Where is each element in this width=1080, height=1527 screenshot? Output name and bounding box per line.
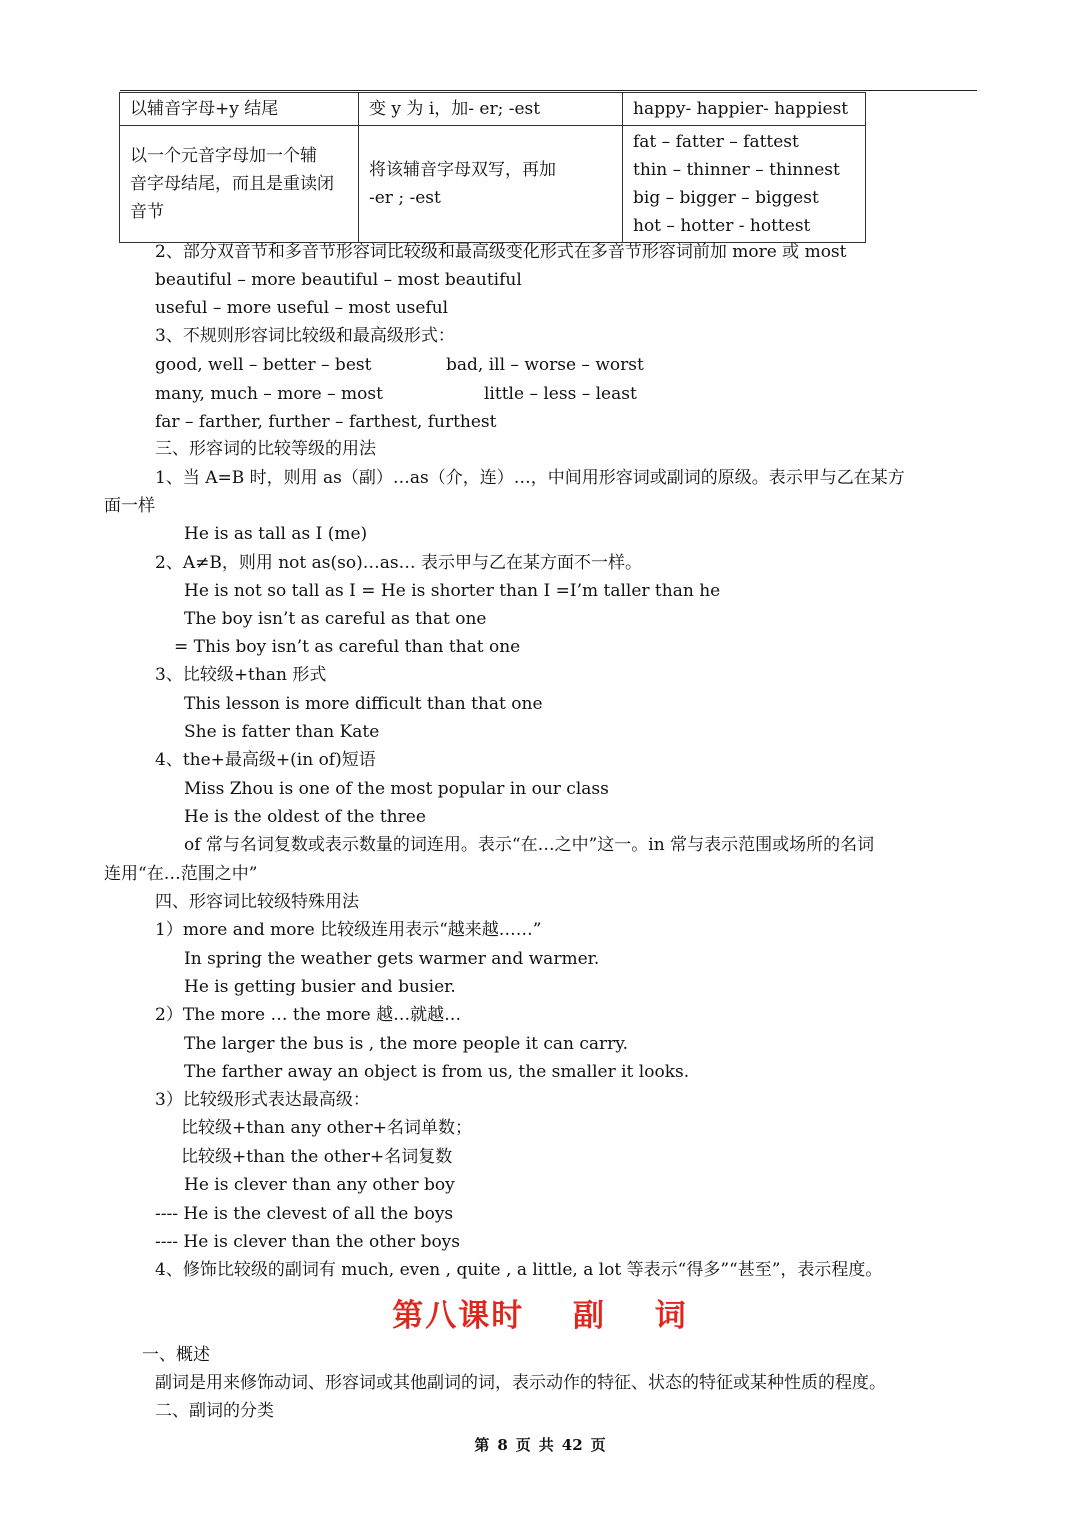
text-line: good, well – better – best — [155, 355, 372, 375]
text-line: little – less – least — [484, 384, 637, 404]
header-rule — [120, 90, 977, 91]
page-footer — [0, 1434, 1080, 1455]
cell-line: 音字母结尾，而且是重读闭 — [130, 174, 334, 194]
table-cell: happy- happier- happiest — [623, 93, 866, 126]
text-line: 4、the+最高级+(in of)短语 — [155, 750, 376, 770]
cell-line: thin – thinner – thinnest — [633, 160, 840, 180]
section-heading: 四、形容词比较级特殊用法 — [155, 892, 359, 912]
cell-line: 将该辅音字母双写，再加 — [369, 160, 556, 180]
footer-text: 共 — [538, 1436, 554, 1454]
example-line: The boy isn’t as careful as that one — [184, 609, 487, 629]
footer-text: 页 — [590, 1436, 606, 1454]
text-line: 3）比较级形式表达最高级： — [155, 1090, 370, 1110]
page-total: 42 — [561, 1436, 583, 1454]
table-cell: 以辅音字母+y 结尾 — [120, 93, 359, 126]
table-cell — [359, 126, 623, 243]
text-line: 连用“在…范围之中” — [104, 864, 258, 884]
cell-line: big – bigger – biggest — [633, 188, 819, 208]
example-line: ---- He is the clevest of all the boys — [155, 1204, 454, 1224]
cell-line: 音节 — [130, 202, 164, 222]
text-line: 2）The more … the more 越…就越… — [155, 1005, 462, 1025]
table-row — [120, 126, 866, 243]
text-line: 1、当 A=B 时，则用 as（副）…as（介，连）…，中间用形容词或副词的原级。表示甲与乙在某方 — [155, 468, 905, 488]
text-line: beautiful – more beautiful – most beautiful — [155, 270, 522, 290]
table-row — [120, 93, 866, 126]
text-line: 3、比较级+than 形式 — [155, 665, 327, 685]
section-heading: 三、形容词的比较等级的用法 — [155, 439, 376, 459]
table-cell: 变 y 为 i，加- er; -est — [359, 93, 623, 126]
example-line: ---- He is clever than the other boys — [155, 1232, 461, 1252]
section-heading: 一、概述 — [142, 1345, 210, 1365]
text-line: far – farther, further – farthest, furthest — [155, 412, 497, 432]
table-cell — [120, 126, 359, 243]
text-line: 比较级+than any other+名词单数； — [181, 1118, 473, 1138]
section-heading: 二、副词的分类 — [155, 1401, 274, 1421]
example-line: She is fatter than Kate — [184, 722, 380, 742]
text-line: 面一样 — [104, 496, 155, 516]
example-line: The farther away an object is from us, the smaller it looks. — [184, 1062, 690, 1082]
cell-line: fat – fatter – fattest — [633, 132, 799, 152]
example-line: He is not so tall as I = He is shorter than I =I’m taller than he — [184, 581, 721, 601]
example-line: He is the oldest of the three — [184, 807, 426, 827]
footer-text: 页 — [515, 1436, 531, 1454]
section-title-part: 第八课时 — [392, 1298, 525, 1334]
text-line: 4、修饰比较级的副词有 much, even , quite , a little, a lot 等表示“得多”“甚至”，表示程度。 — [155, 1260, 883, 1280]
text-line: bad, ill – worse – worst — [446, 355, 644, 375]
text-line: 3、不规则形容词比较级和最高级形式： — [155, 326, 455, 346]
text-line: useful – more useful – most useful — [155, 298, 449, 318]
page-number: 8 — [497, 1436, 508, 1454]
text-line: 2、A≠B，则用 not as(so)…as… 表示甲与乙在某方面不一样。 — [155, 553, 642, 573]
comparative-rules-table — [119, 92, 866, 243]
section-title-part: 副 — [573, 1298, 606, 1334]
text-line: 2、部分双音节和多音节形容词比较级和最高级变化形式在多音节形容词前加 more 或 most — [155, 242, 847, 262]
example-line: He is as tall as I (me) — [184, 524, 368, 544]
footer-text: 第 — [474, 1436, 490, 1454]
example-line: He is getting busier and busier. — [184, 977, 456, 997]
example-line: = This boy isn’t as careful than that one — [174, 637, 521, 657]
cell-line: hot – hotter - hottest — [633, 216, 811, 236]
section-title-part: 词 — [654, 1298, 688, 1334]
example-line: Miss Zhou is one of the most popular in our class — [184, 779, 609, 799]
text-line: 副词是用来修饰动词、形容词或其他副词的词，表示动作的特征、状态的特征或某种性质的程度。 — [155, 1373, 886, 1393]
cell-line: 以一个元音字母加一个辅 — [130, 146, 317, 166]
text-line: of 常与名词复数或表示数量的词连用。表示“在…之中”这一。in 常与表示范围或场所的名词 — [184, 835, 875, 855]
text-line: many, much – more – most — [155, 384, 383, 404]
example-line: This lesson is more difficult than that one — [184, 694, 543, 714]
example-line: The larger the bus is , the more people it can carry. — [184, 1034, 628, 1054]
text-line: 1）more and more 比较级连用表示“越来越……” — [155, 920, 542, 940]
example-line: In spring the weather gets warmer and warmer. — [184, 949, 600, 969]
cell-line: -er ; -est — [369, 188, 441, 208]
table-cell — [623, 126, 866, 243]
section-title — [0, 1290, 1080, 1335]
example-line: He is clever than any other boy — [184, 1175, 455, 1195]
text-line: 比较级+than the other+名词复数 — [181, 1147, 453, 1167]
